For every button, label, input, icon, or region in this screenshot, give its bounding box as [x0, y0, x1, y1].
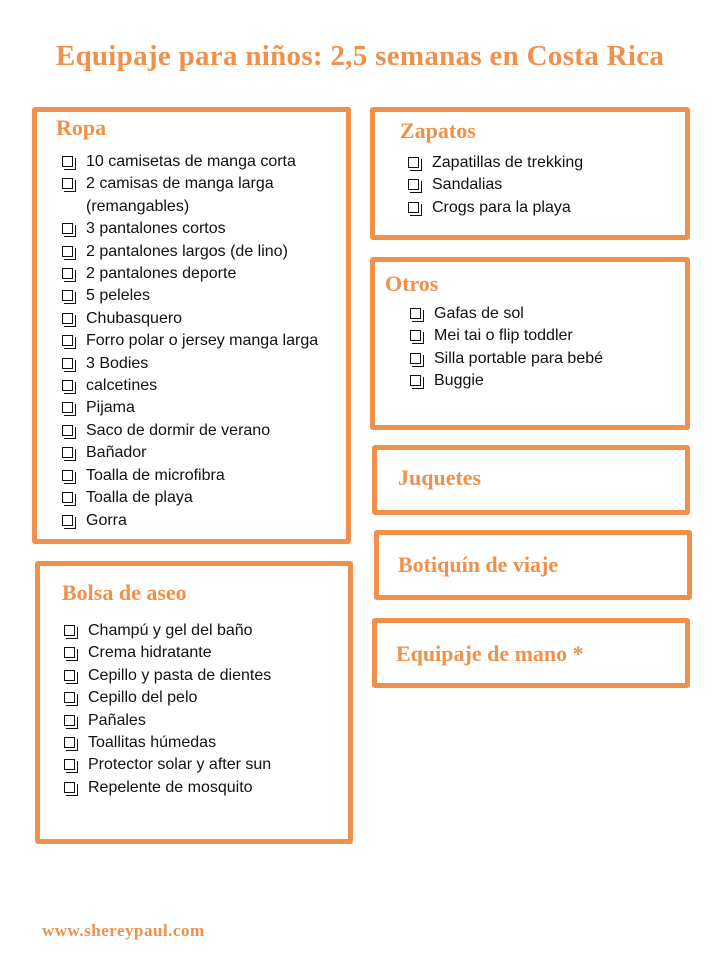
checklist-item: [58, 173, 343, 218]
checkbox-icon[interactable]: [64, 670, 75, 681]
checklist-item: [406, 325, 686, 347]
checklist-item: [406, 370, 686, 392]
checkbox-icon[interactable]: [408, 157, 419, 168]
checklist-item: [404, 174, 684, 196]
checklist-item-label: Pañales: [88, 711, 146, 729]
checkbox-icon[interactable]: [64, 692, 75, 703]
checklist-item: [60, 754, 345, 776]
checkbox-icon[interactable]: [410, 308, 421, 319]
checklist-item: [58, 330, 343, 352]
zapatos-checklist: [404, 152, 684, 219]
checkbox-icon[interactable]: [62, 313, 73, 324]
bolsa-aseo-checklist: [60, 620, 345, 799]
checklist-item: [58, 510, 343, 532]
checklist-item-label: Silla portable para bebé: [434, 349, 604, 367]
checkbox-icon[interactable]: [408, 202, 419, 213]
checklist-item: [58, 397, 343, 419]
checklist-item: [60, 687, 345, 709]
checklist-item-label: 2 camisas de manga larga (remangables): [86, 175, 274, 215]
checklist-item: [58, 263, 343, 285]
checkbox-icon[interactable]: [64, 715, 75, 726]
checklist-item-label: Champú y gel del baño: [88, 622, 253, 639]
checklist-item: [58, 420, 343, 442]
checklist-item-label: Pijama: [86, 399, 135, 417]
checklist-item: [404, 197, 684, 219]
checklist-item: [60, 732, 345, 754]
equipaje-mano-title: Equipaje de mano *: [396, 641, 584, 666]
botiquin-title: Botiquín de viaje: [398, 552, 559, 577]
ropa-title: Ropa: [56, 115, 107, 140]
checklist-item-label: Gafas de sol: [434, 305, 524, 322]
checklist-item: [58, 218, 343, 240]
page-title: Equipaje para niños: 2,5 semanas en Costa Rica: [55, 40, 665, 72]
checklist-item-label: Zapatillas de trekking: [432, 154, 584, 171]
checklist-item: [58, 353, 343, 375]
checkbox-icon[interactable]: [62, 268, 73, 279]
checklist-item: [58, 151, 343, 173]
checklist-item: [58, 285, 343, 307]
checklist-item-label: 10 camisetas de manga corta: [86, 153, 296, 170]
checklist-item: [58, 241, 343, 263]
checklist-item-label: Bañador: [86, 444, 147, 462]
checkbox-icon[interactable]: [410, 330, 421, 341]
checklist-item-label: 2 pantalones largos (de lino): [86, 242, 288, 260]
otros-checklist: [406, 303, 686, 393]
checklist-item-label: 2 pantalones deporte: [86, 265, 237, 283]
checklist-item: [60, 620, 345, 642]
checkbox-icon[interactable]: [62, 447, 73, 458]
checklist-item-label: Crogs para la playa: [432, 198, 571, 216]
checklist-item: [60, 710, 345, 732]
bolsa-aseo-title: Bolsa de aseo: [62, 580, 187, 605]
zapatos-title: Zapatos: [400, 118, 476, 143]
checkbox-icon[interactable]: [62, 358, 73, 369]
checkbox-icon[interactable]: [62, 290, 73, 301]
checkbox-icon[interactable]: [62, 425, 73, 436]
checklist-item-label: Sandalias: [432, 176, 503, 194]
checklist-item-label: calcetines: [86, 377, 158, 395]
checklist-item-label: 3 Bodies: [86, 354, 149, 372]
checkbox-icon[interactable]: [62, 178, 73, 189]
checkbox-icon[interactable]: [62, 380, 73, 391]
checklist-item-label: Forro polar o jersey manga larga: [86, 332, 319, 350]
checklist-item: [60, 642, 345, 664]
checklist-item-label: Buggie: [434, 372, 484, 390]
checklist-item-label: Repelente de mosquito: [88, 778, 253, 796]
checklist-item-label: Cepillo y pasta de dientes: [88, 666, 272, 684]
checkbox-icon[interactable]: [62, 335, 73, 346]
checklist-item: [58, 487, 343, 509]
checkbox-icon[interactable]: [64, 625, 75, 636]
checkbox-icon[interactable]: [410, 353, 421, 364]
checklist-item: [58, 308, 343, 330]
ropa-checklist: [58, 151, 343, 532]
checklist-item-label: Chubasquero: [86, 309, 183, 327]
checklist-item: [58, 442, 343, 464]
checkbox-icon[interactable]: [64, 647, 75, 658]
checkbox-icon[interactable]: [408, 179, 419, 190]
footer-url: www.shereypaul.com: [42, 921, 205, 940]
checklist-item: [58, 375, 343, 397]
checklist-item-label: Saco de dormir de verano: [86, 421, 271, 439]
checklist-item-label: Toallitas húmedas: [88, 734, 217, 752]
checkbox-icon[interactable]: [62, 515, 73, 526]
checklist-item: [404, 152, 684, 174]
checklist-item-label: 3 pantalones cortos: [86, 220, 226, 238]
checklist-item-label: 5 peleles: [86, 287, 151, 305]
checkbox-icon[interactable]: [62, 156, 73, 167]
checkbox-icon[interactable]: [64, 759, 75, 770]
checkbox-icon[interactable]: [62, 470, 73, 481]
checklist-item-label: Gorra: [86, 511, 127, 529]
checklist-item-label: Crema hidratante: [88, 644, 212, 662]
checklist-item-label: Cepillo del pelo: [88, 689, 198, 707]
checkbox-icon[interactable]: [62, 402, 73, 413]
checklist-item-label: Toalla de microfibra: [86, 466, 225, 484]
checklist-item: [60, 665, 345, 687]
checkbox-icon[interactable]: [62, 246, 73, 257]
checklist-item-label: Protector solar y after sun: [88, 756, 272, 774]
checkbox-icon[interactable]: [64, 737, 75, 748]
juguetes-title: Juquetes: [398, 465, 482, 490]
checkbox-icon[interactable]: [62, 492, 73, 503]
checkbox-icon[interactable]: [410, 375, 421, 386]
checklist-item: [406, 303, 686, 325]
checklist-item: [60, 777, 345, 799]
otros-title: Otros: [385, 271, 439, 296]
checklist-item: [58, 465, 343, 487]
checkbox-icon[interactable]: [62, 223, 73, 234]
checklist-item: [406, 348, 686, 370]
checkbox-icon[interactable]: [64, 782, 75, 793]
checklist-item-label: Toalla de playa: [86, 489, 193, 507]
checklist-item-label: Mei tai o flip toddler: [434, 327, 573, 345]
